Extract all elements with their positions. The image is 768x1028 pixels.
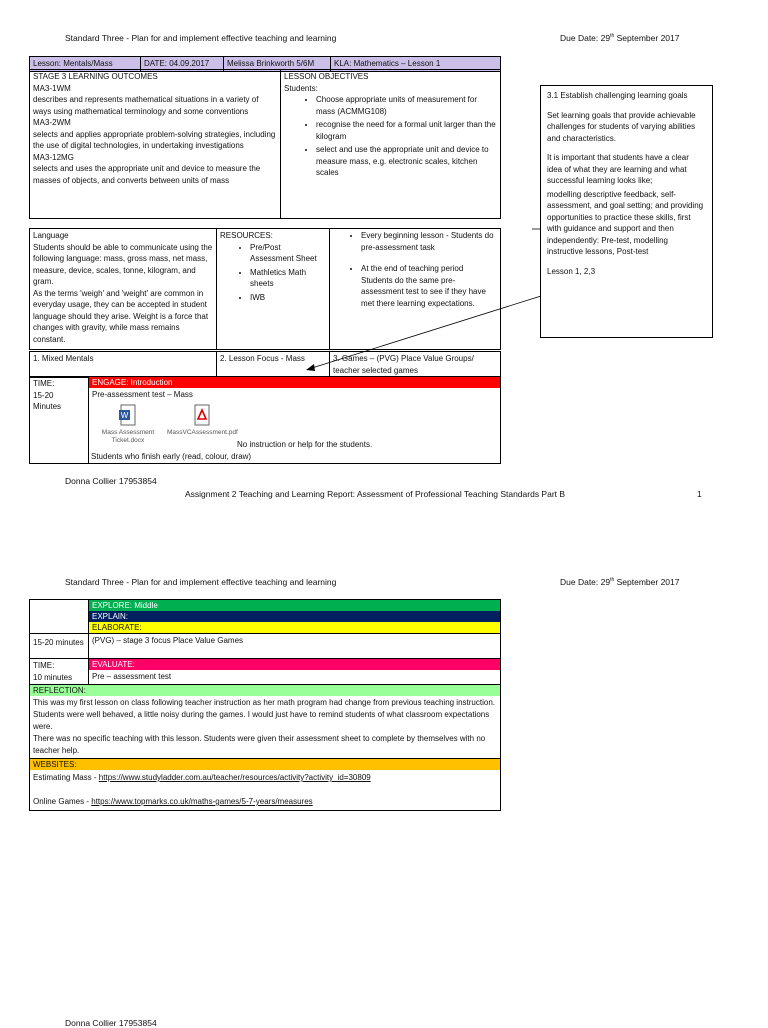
engage-bar: ENGAGE: Introduction: [89, 377, 500, 388]
page1-footer-title: Assignment 2 Teaching and Learning Report: Assessment of Professional Teaching Standards Part B: [185, 489, 566, 499]
studyladder-link[interactable]: https://www.studyladder.com.au/teacher/resources/activity?activity_id=30809: [98, 773, 371, 782]
site-label: Estimating Mass -: [33, 773, 99, 782]
pdf-filename: MassVCAssessment.pdf: [167, 429, 238, 436]
kla-cell: KLA: Mathematics – Lesson 1: [331, 57, 501, 72]
engage-time-label: TIME:: [33, 379, 55, 388]
outcome-text: describes and represents mathematical situations in a variety of ways using mathematical terminology and some conventions: [33, 95, 259, 116]
objective-item: • Choose appropriate units of measurement for mass (ACMMG108): [316, 94, 497, 117]
website-estimating-mass: [33, 772, 497, 784]
pre-test-label: Pre-assessment test – Mass: [92, 390, 193, 399]
callout-text: Set learning goals that provide achievable challenges for students of varying abilities and characteristics.: [547, 110, 696, 143]
evaluate-bar: EVALUATE:: [89, 659, 500, 670]
objectives-students: Students:: [284, 83, 318, 93]
evaluate-time-label: TIME:: [33, 661, 55, 670]
outcome-text: selects and uses the appropriate unit and device to measure the masses of objects, and converts between units of mass: [33, 164, 261, 185]
page2-footer-name: Donna Collier 17953854: [65, 1018, 157, 1028]
reflection-cell: [30, 685, 501, 759]
site-label: Online Games -: [33, 797, 92, 806]
early-finishers-note: Students who finish early (read, colour, draw): [91, 452, 252, 461]
page2-due-date: Due Date: 29th September 2017: [560, 577, 680, 587]
page1-header-title: Standard Three - Plan for and implement effective teaching and learning: [65, 33, 337, 43]
topmarks-link[interactable]: https://www.topmarks.co.uk/maths-games/5-7-years/measures: [91, 797, 313, 806]
resource-item: • Mathletics Math sheets: [250, 267, 326, 290]
p2-blank-cell: [30, 600, 89, 634]
segment-lesson-focus: 2. Lesson Focus - Mass: [217, 352, 330, 378]
evaluate-time-value: 10 minutes: [33, 672, 73, 682]
page-number: 1: [697, 489, 702, 499]
outcome-code: MA3-1WM: [33, 83, 71, 93]
teacher-cell: Melissa Brinkworth 5/6M: [224, 57, 331, 72]
callout-title: 3.1 Establish challenging learning goals: [547, 91, 688, 100]
language-text-2: As the terms 'weigh' and 'weight' are common in everyday usage, they can be accepted in student language should they arise. Weight is a force that changes with gravity, while mass remains constant.: [33, 288, 209, 344]
language-heading: Language: [33, 231, 69, 240]
callout-connector: [0, 0, 768, 420]
segment-games: 3. Games – (PVG) Place Value Groups/ teacher selected games: [330, 352, 501, 378]
evaluate-cell: [89, 659, 501, 685]
assessment-item: • At the end of teaching period Students do the same pre-assessment test to see if they have met there learning expectations.: [361, 263, 497, 309]
page2-lesson-table: [29, 599, 501, 811]
reflection-text: Students were well behaved, a little noisy during the games. I would just have to remind students of what classroom expectations were.: [33, 710, 490, 731]
outcome-code: MA3-2WM: [33, 118, 71, 127]
outcome-code: MA3-12MG: [33, 152, 74, 162]
callout-text: It is important that students have a clear idea of what they are learning and what successful learning looks like;: [547, 153, 689, 185]
objectives-heading: LESSON OBJECTIVES: [284, 72, 369, 81]
language-text: Students should be able to communicate using the following language: mass, gross mass, net mass, measure, device, scales, tonne, kilogram, and gram.: [33, 242, 213, 286]
website-online-games: [33, 796, 497, 808]
resources-heading: RESOURCES:: [220, 231, 273, 240]
outcomes-heading: STAGE 3 LEARNING OUTCOMES: [33, 72, 158, 81]
page2-header-title: Standard Three - Plan for and implement effective teaching and learning: [65, 577, 337, 587]
elaborate-bar: ELABORATE:: [89, 622, 500, 633]
elaborate-time: 15-20 minutes: [30, 634, 89, 659]
objective-item: • select and use the appropriate unit and device to measure mass, e.g. electronic scales, kitchen scales: [316, 144, 497, 179]
resource-item: • Pre/Post Assessment Sheet: [250, 242, 326, 265]
page1-footer-name: Donna Collier 17953854: [65, 476, 157, 486]
no-instruction-note: No instruction or help for the students.: [237, 440, 373, 449]
outcome-text: selects and applies appropriate problem-solving strategies, including the use of digital technologies, in undertaking investigations: [33, 129, 276, 150]
websites-cell: [30, 759, 501, 811]
evaluate-text: Pre – assessment test: [92, 672, 172, 681]
explain-bar: EXPLAIN:: [89, 611, 500, 622]
segment-mixed-mentals: 1. Mixed Mentals: [30, 352, 217, 378]
lesson-cell: Lesson: Mentals/Mass: [30, 57, 141, 72]
date-cell: DATE: 04.09.2017: [141, 57, 224, 72]
callout-lessons: Lesson 1, 2,3: [547, 266, 596, 276]
objective-item: • recognise the need for a formal unit larger than the kilogram: [316, 119, 497, 142]
reflection-text: There was no specific teaching with this lesson. Students were given their assessment sheet to complete by themselves with no teacher help.: [33, 734, 486, 755]
page1-due-date: Due Date: 29th September 2017: [560, 33, 680, 43]
p2-phase-bars: [89, 600, 501, 634]
engage-time-value: 15-20 Minutes: [33, 390, 62, 411]
callout-text: modelling descriptive feedback, self-assessment, and goal setting; and providing opportunities to practice these skills, first with guidance and support and then independently: Pre-test, modelling instructive lessons, Post-test: [547, 189, 704, 256]
svg-text:W: W: [120, 411, 129, 420]
websites-bar: WEBSITES:: [30, 759, 500, 770]
resource-item: • IWB: [250, 292, 326, 304]
docx-filename: Mass Assessment Ticket.docx: [101, 429, 155, 444]
evaluate-time-cell: [30, 659, 89, 685]
reflection-text: This was my first lesson on class following teacher instruction as her math program had change from previous teaching instruction.: [33, 698, 495, 707]
reflection-bar: REFLECTION:: [30, 685, 500, 696]
elaborate-text: (PVG) – stage 3 focus Place Value Games: [89, 634, 501, 659]
assessment-item: • Every beginning lesson - Students do pre-assessment task: [361, 230, 497, 253]
explore-bar: EXPLORE: Middle: [89, 600, 500, 611]
